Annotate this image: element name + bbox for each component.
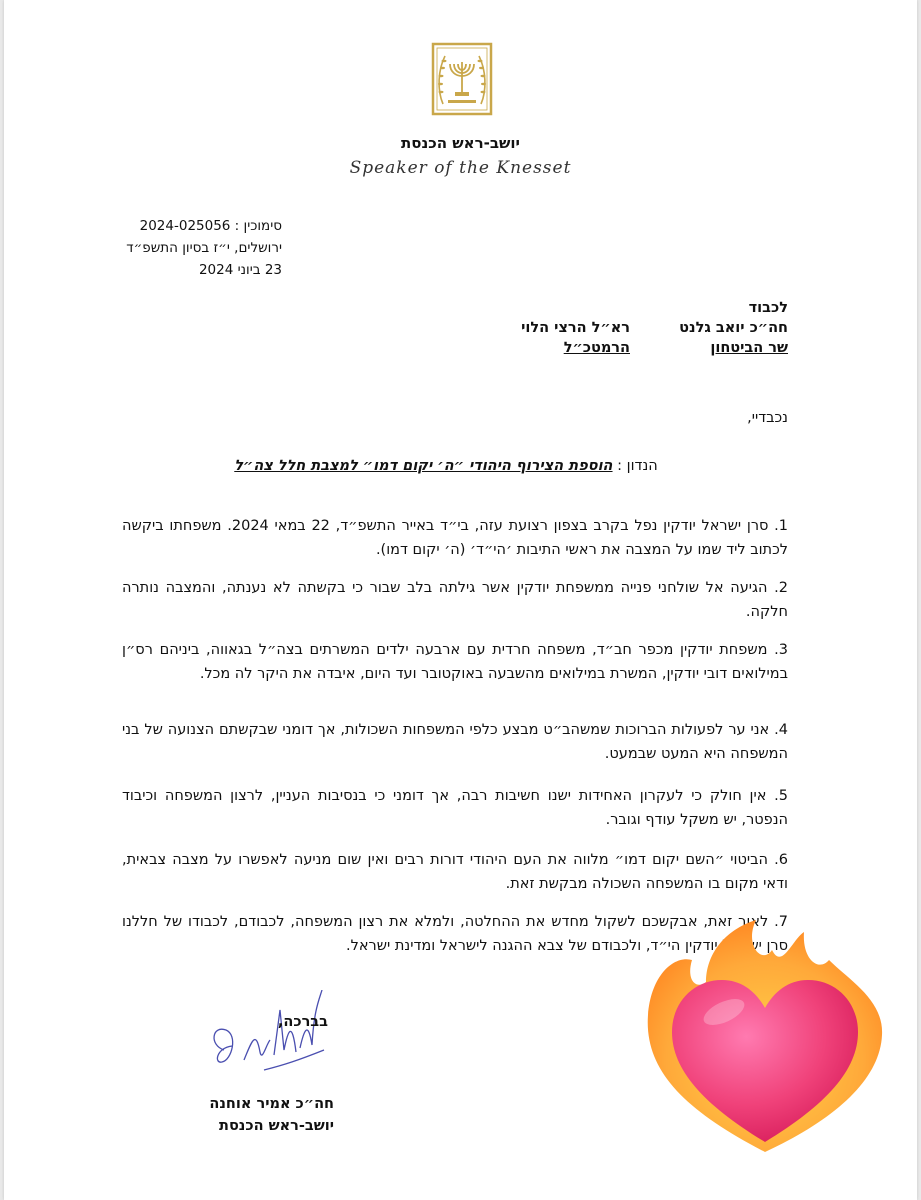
paragraph-1: 1. סרן ישראל יודקין נפל בקרב בצפון רצועת עזה, בי״ד באייר התשפ״ד, 22 במאי 2024. משפחתו ביקשה לכתוב ליד שמו על המצבה את ראשי התיבות ׳הי״ד׳ (ה׳ יקום דמו). (122, 518, 788, 558)
recipient-2-name: רא״ל הרצי הלוי (521, 320, 630, 336)
state-emblem-icon (431, 42, 493, 118)
reference-number: סימוכין : 2024-025056 (139, 218, 282, 234)
date-hebrew: ירושלים, י״ז בסיון התשפ״ד (126, 240, 282, 256)
paragraph-3: 3. משפחת יודקין מכפר חב״ד, משפחה חרדית עם ארבעה ילדים המשרתים בצה״ל בגאווה, ביניהם רס״ן במילואים דובי יודקין, המשרת במילואים מהשבעה באוקטובר ועד היום, איבדה את היקר לה מכל. (122, 642, 788, 682)
subject-text: הוספת הצירוף היהודי ״ה׳ יקום דמו״ למצבת חלל צה״ל (234, 458, 613, 474)
heart-on-fire-emoji-icon (644, 920, 886, 1160)
recipients-header: לכבוד (748, 300, 788, 316)
letter-page (4, 0, 917, 1200)
recipient-2-role: הרמטכ״ל (563, 340, 630, 356)
signer-title: יושב-ראש הכנסת (219, 1118, 334, 1134)
subject-label: הנדון : (617, 458, 658, 474)
speaker-title-english: Speaker of the Knesset (349, 158, 572, 178)
speaker-title-hebrew: יושב-ראש הכנסת (401, 134, 520, 152)
recipient-1-role: שר הביטחון (710, 340, 788, 356)
closing-blessing: בברכה, (277, 1014, 328, 1030)
paragraph-6: 6. הביטוי ״השם יקום דמו״ מלווה את העם היהודי דורות רבים ואין שום מניעה לאפשרו על מצבה צבאית, ודאי מקום בו המשפחה השכולה מבקשת זאת. (122, 852, 788, 892)
handwritten-signature (204, 990, 344, 1090)
date-gregorian: 23 ביוני 2024 (198, 262, 282, 278)
paragraph-5: 5. אין חולק כי לעקרון האחידות ישנו חשיבות רבה, אך דומני כי בנסיבות העניין, לרצון המשפחה וכיבוד הנפטר, יש משקל עודף וגובר. (122, 788, 788, 828)
paragraph-4: 4. אני ער לפעולות הברוכות שמשהב״ט מבצע כלפי המשפחות השכולות, אך דומני שבקשתם הצנועה של בני המשפחה היא המעט שבמעט. (122, 722, 788, 762)
recipient-1-name: חה״כ יואב גלנט (679, 320, 788, 336)
signer-name: חה״כ אמיר אוחנה (209, 1096, 334, 1112)
subject-line (104, 458, 788, 474)
salutation: נכבדיי, (747, 410, 788, 426)
paragraph-7: 7. לאור זאת, אבקשכם לשקול מחדש את ההחלטה, ולמלא את רצון המשפחה, לכבודם, לכבודו של חללנו סרן ישראל יודקין הי״ד, ולכבודם של צבא ההגנה לישראל ומדינת ישראל. (122, 914, 788, 954)
paragraph-2: 2. הגיעה אל שולחני פנייה ממשפחת יודקין אשר גילתה בלב שבור כי בקשתה לא נענתה, והמצבה נותרה חלקה. (122, 580, 788, 620)
